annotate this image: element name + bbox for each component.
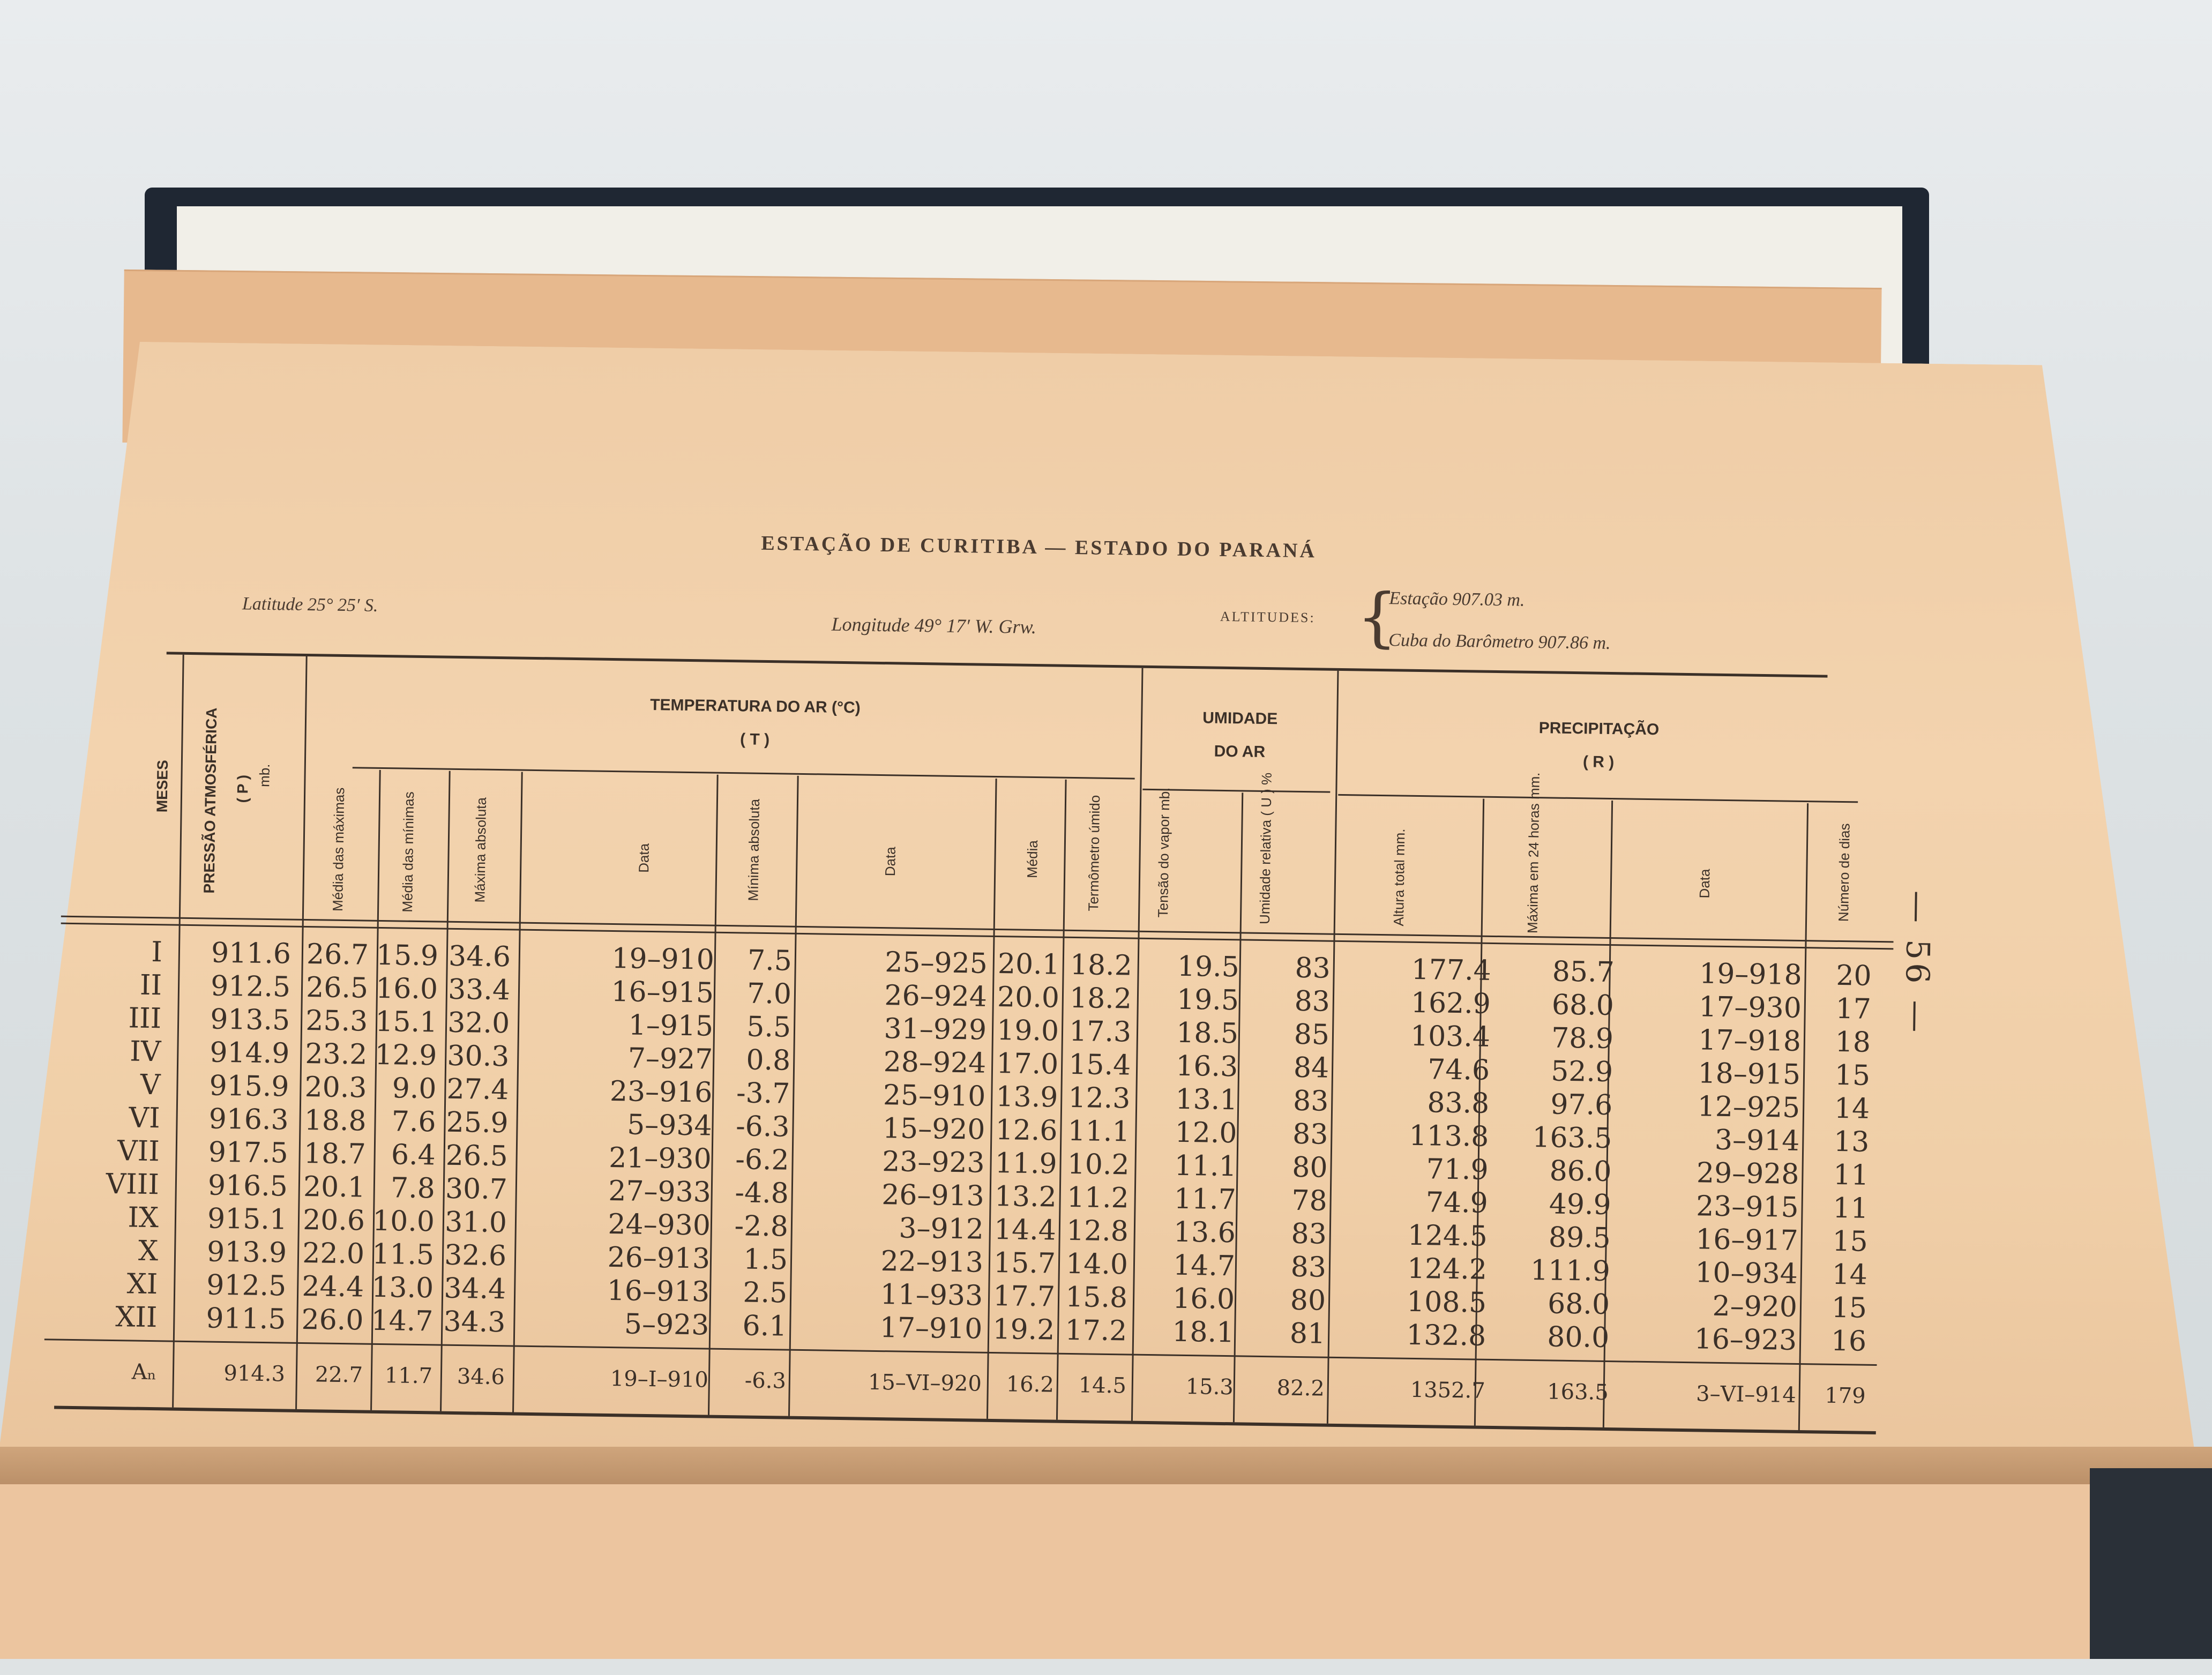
cell-num-days: 11 <box>1833 1158 1869 1192</box>
cell-month: Aₙ <box>131 1359 157 1385</box>
cell-date-2: 25–910 <box>883 1079 986 1113</box>
cell-tmax: 22.0 <box>302 1237 365 1270</box>
cell-pressure: 911.6 <box>211 937 292 970</box>
cell-tabs: 34.3 <box>443 1305 506 1339</box>
cell-mean: 17.7 <box>992 1280 1056 1313</box>
cell-date-3: 2–920 <box>1712 1290 1798 1323</box>
cell-total-prec: 124.2 <box>1407 1252 1488 1286</box>
header-pressao-symbol: ( P ) <box>234 774 251 803</box>
cell-min-abs: -4.8 <box>735 1177 789 1210</box>
cell-tmax: 24.4 <box>302 1270 364 1304</box>
cell-month: IX <box>128 1201 159 1235</box>
cell-month: V <box>140 1068 161 1102</box>
cell-month: IV <box>129 1035 161 1068</box>
header-termometro-umido: Termômetro úmido <box>1085 795 1103 911</box>
cell-date-2: 3–912 <box>899 1212 984 1246</box>
cell-mean: 15.7 <box>993 1247 1056 1280</box>
cell-tabs: 32.0 <box>447 1006 510 1040</box>
cell-vapor: 13.1 <box>1175 1083 1238 1117</box>
annual-row <box>44 1354 1920 1414</box>
header-precipitacao-symbol: ( R ) <box>1582 753 1615 772</box>
header-precipitacao: PRECIPITAÇÃO <box>1538 719 1660 739</box>
cell-total-prec: 108.5 <box>1406 1285 1487 1319</box>
cell-month: X <box>138 1235 159 1268</box>
cell-tmax: 18.7 <box>303 1138 367 1171</box>
cell-wet-bulb: 14.5 <box>1078 1373 1127 1399</box>
cell-date-3: 16–923 <box>1694 1323 1797 1357</box>
cell-tabs: 34.4 <box>444 1272 506 1306</box>
cell-month: VIII <box>106 1168 160 1201</box>
cell-mean: 13.9 <box>996 1081 1058 1114</box>
cell-tmin: 6.4 <box>391 1139 436 1172</box>
cell-num-days: 179 <box>1825 1383 1866 1409</box>
header-umidade-relativa: Umidade relativa ( U ) % <box>1256 772 1275 925</box>
cell-tmin: 7.8 <box>390 1172 436 1205</box>
cell-tmin: 16.0 <box>375 972 438 1006</box>
cell-month: II <box>139 969 162 1002</box>
cell-max-24h: 80.0 <box>1546 1321 1610 1355</box>
cell-max-24h: 85.7 <box>1552 955 1615 989</box>
cell-wet-bulb: 15.8 <box>1065 1281 1128 1314</box>
header-data-1: Data <box>636 843 652 873</box>
cell-wet-bulb: 15.4 <box>1068 1048 1131 1082</box>
brace-icon: { <box>1356 580 1399 655</box>
cell-pressure: 916.5 <box>207 1169 288 1203</box>
cell-wet-bulb: 11.1 <box>1067 1115 1130 1148</box>
cell-tmin: 14.7 <box>371 1304 434 1338</box>
cell-date-2: 23–923 <box>881 1146 985 1179</box>
page-number: — 56 — <box>1897 890 1937 1036</box>
cell-pressure: 913.5 <box>210 1003 290 1037</box>
cell-tmax: 25.3 <box>305 1005 368 1038</box>
cell-max-24h: 97.6 <box>1550 1088 1613 1122</box>
cell-date-1: 23–916 <box>609 1075 713 1109</box>
header-altura-total: Altura total mm. <box>1390 828 1408 926</box>
cell-max-24h: 68.0 <box>1551 989 1615 1022</box>
cell-pressure: 916.3 <box>208 1103 289 1136</box>
cell-rel-hum: 83 <box>1295 952 1331 985</box>
cell-date-2: 31–929 <box>884 1013 987 1046</box>
precip-sub-rule <box>1338 794 1858 803</box>
header-umidade-2: DO AR <box>1214 742 1266 761</box>
header-media: Média <box>1024 840 1041 879</box>
cell-num-days: 13 <box>1833 1125 1870 1158</box>
cell-max-24h: 89.5 <box>1548 1221 1611 1255</box>
cell-date-1: 16–915 <box>611 975 714 1010</box>
cell-min-abs: -3.7 <box>736 1077 790 1110</box>
cell-min-abs: 0.8 <box>746 1044 791 1077</box>
temp-sub-rule <box>353 767 1135 779</box>
header-temperatura: TEMPERATURA DO AR (°C) <box>649 696 861 717</box>
cell-tmin: 12.9 <box>375 1038 437 1072</box>
cell-date-2: 15–920 <box>882 1112 985 1146</box>
cell-date-2: 25–925 <box>884 946 988 980</box>
cell-min-abs: 6.1 <box>742 1310 787 1343</box>
cell-tmin: 15.1 <box>375 1005 438 1039</box>
cell-vapor: 16.0 <box>1172 1282 1235 1316</box>
cell-date-1: 5–923 <box>624 1308 709 1342</box>
cell-pressure: 914.3 <box>223 1360 286 1387</box>
cell-vapor: 11.1 <box>1174 1149 1237 1183</box>
cell-date-3: 18–915 <box>1698 1057 1801 1091</box>
cell-min-abs: 2.5 <box>743 1276 788 1310</box>
cell-date-1: 5–934 <box>626 1109 712 1142</box>
cell-wet-bulb: 18.2 <box>1069 982 1132 1015</box>
cell-date-2: 26–913 <box>881 1179 985 1213</box>
cell-date-3: 29–928 <box>1696 1157 1799 1191</box>
cell-date-3: 10–934 <box>1695 1257 1798 1290</box>
latitude: Latitude 25° 25′ S. <box>242 594 378 616</box>
cell-min-abs: -6.3 <box>735 1110 790 1143</box>
cell-date-2: 26–924 <box>884 979 988 1013</box>
header-pressao: PRESSÃO ATMOSFÉRICA <box>200 707 220 894</box>
cell-wet-bulb: 11.2 <box>1066 1181 1130 1215</box>
cell-date-2: 11–933 <box>880 1278 983 1312</box>
cell-rel-hum: 81 <box>1289 1317 1326 1350</box>
cell-tmax: 22.7 <box>315 1362 363 1388</box>
cell-wet-bulb: 18.2 <box>1070 948 1133 982</box>
cell-date-1: 27–933 <box>608 1175 712 1209</box>
cell-vapor: 16.3 <box>1175 1050 1238 1083</box>
cell-total-prec: 113.8 <box>1409 1119 1489 1153</box>
cell-num-days: 17 <box>1835 992 1872 1026</box>
cell-pressure: 911.5 <box>206 1302 286 1336</box>
cell-tabs: 30.3 <box>447 1040 510 1073</box>
cell-tabs: 32.6 <box>444 1239 507 1273</box>
cell-month: VI <box>129 1102 161 1135</box>
header-minima-absoluta: Mínima absoluta <box>745 798 763 901</box>
cell-tabs: 34.6 <box>448 940 511 974</box>
cell-tabs: 26.5 <box>445 1139 509 1173</box>
cell-month: XII <box>115 1301 158 1334</box>
header-pressao-unit: mb. <box>256 764 273 788</box>
cell-rel-hum: 84 <box>1293 1051 1329 1085</box>
cell-rel-hum: 83 <box>1292 1085 1329 1118</box>
cell-min-abs: -6.3 <box>744 1368 787 1394</box>
cell-pressure: 915.9 <box>209 1070 289 1103</box>
header-maxima-24h: Máxima em 24 horas mm. <box>1524 772 1543 934</box>
cell-num-days: 11 <box>1832 1192 1869 1225</box>
cell-date-1: 21–930 <box>608 1141 712 1176</box>
cell-tmin: 15.9 <box>376 939 439 973</box>
cell-vapor: 18.5 <box>1176 1016 1239 1050</box>
cell-rel-hum: 85 <box>1294 1018 1330 1051</box>
cell-tabs: 27.4 <box>446 1073 509 1106</box>
cell-vapor: 13.6 <box>1173 1216 1236 1250</box>
header-tensao-vapor: Tensão do vapor mb. <box>1155 787 1173 918</box>
cell-num-days: 15 <box>1832 1225 1869 1258</box>
header-umidade: UMIDADE <box>1202 709 1278 728</box>
cell-pressure: 915.1 <box>207 1202 288 1236</box>
cell-mean: 19.0 <box>996 1014 1059 1048</box>
cell-date-2: 28–924 <box>883 1046 987 1080</box>
cell-date-1: 7–927 <box>627 1042 713 1076</box>
cell-total-prec: 1352.7 <box>1410 1377 1486 1403</box>
cell-pressure: 914.9 <box>210 1036 290 1070</box>
cell-min-abs: 7.5 <box>747 944 793 977</box>
cell-total-prec: 162.9 <box>1410 986 1491 1020</box>
cell-pressure: 917.5 <box>208 1136 289 1170</box>
cell-tmax: 18.8 <box>304 1104 367 1138</box>
cell-total-prec: 74.6 <box>1427 1053 1490 1087</box>
cell-wet-bulb: 12.8 <box>1066 1214 1129 1248</box>
header-media-maximas: Média das máximas <box>330 787 348 912</box>
cell-tmax: 20.3 <box>304 1071 367 1104</box>
altitude-barometer: Cuba do Barômetro 907.86 m. <box>1388 630 1611 653</box>
cell-tmin: 13.0 <box>371 1271 434 1305</box>
cell-date-1: 19–910 <box>611 942 715 976</box>
cell-max-24h: 52.9 <box>1550 1055 1613 1089</box>
cell-min-abs: 1.5 <box>743 1243 788 1276</box>
cell-tmax: 26.0 <box>301 1303 364 1337</box>
cell-num-days: 20 <box>1836 959 1872 992</box>
cell-date-1: 16–913 <box>607 1274 710 1308</box>
cell-mean: 16.2 <box>1006 1372 1055 1397</box>
cell-min-abs: 7.0 <box>746 977 792 1011</box>
header-meses: MESES <box>153 760 171 813</box>
cell-total-prec: 74.9 <box>1425 1186 1489 1220</box>
cell-total-prec: 103.4 <box>1410 1020 1491 1053</box>
cell-vapor: 19.5 <box>1176 983 1239 1017</box>
cell-rel-hum: 83 <box>1291 1217 1327 1251</box>
cell-date-1: 1–915 <box>628 1009 714 1043</box>
cell-wet-bulb: 12.3 <box>1068 1081 1131 1115</box>
cell-tmax: 20.1 <box>303 1171 366 1204</box>
header-data-2: Data <box>882 847 899 877</box>
cell-num-days: 14 <box>1834 1092 1870 1125</box>
cell-date-3: 19–918 <box>1699 958 1803 992</box>
altitude-station: Estação 907.03 m. <box>1389 588 1525 610</box>
cell-mean: 13.2 <box>994 1180 1057 1214</box>
cell-tmin: 10.0 <box>372 1205 435 1238</box>
header-media-minimas: Média das mínimas <box>399 791 417 913</box>
cell-mean: 20.0 <box>997 981 1060 1014</box>
cell-date-3: 17–918 <box>1698 1024 1802 1058</box>
cell-num-days: 15 <box>1831 1291 1867 1325</box>
cell-tmax: 26.7 <box>306 938 369 971</box>
cell-date-3: 23–915 <box>1695 1190 1799 1224</box>
top-rule <box>167 652 1828 677</box>
cell-pressure: 913.9 <box>206 1236 287 1269</box>
cell-vapor: 12.0 <box>1175 1116 1237 1150</box>
cell-rel-hum: 83 <box>1292 1118 1328 1151</box>
cell-wet-bulb: 17.2 <box>1065 1314 1127 1348</box>
cell-rel-hum: 83 <box>1290 1251 1327 1284</box>
cell-max-24h: 111.9 <box>1530 1254 1611 1288</box>
cell-max-24h: 163.5 <box>1532 1121 1612 1155</box>
header-data-3: Data <box>1696 869 1713 899</box>
page-title: ESTAÇÃO DE CURITIBA — ESTADO DO PARANÁ <box>761 532 1317 563</box>
cell-date-3: 3–914 <box>1714 1124 1800 1157</box>
cell-mean: 19.2 <box>992 1313 1055 1347</box>
cell-vapor: 19.5 <box>1177 950 1240 984</box>
cell-tmax: 23.2 <box>305 1038 368 1071</box>
cell-date-3: 3–VI–914 <box>1695 1381 1797 1408</box>
cell-tabs: 33.4 <box>447 973 511 1007</box>
cell-date-3: 17–930 <box>1698 991 1802 1025</box>
cell-vapor: 15.3 <box>1185 1374 1234 1400</box>
header-maxima-absoluta: Máxima absoluta <box>472 797 490 903</box>
cell-num-days: 18 <box>1835 1026 1871 1059</box>
cell-max-24h: 49.9 <box>1549 1188 1612 1222</box>
cell-tabs: 30.7 <box>445 1172 508 1206</box>
cell-min-abs: -6.2 <box>735 1143 790 1177</box>
cell-num-days: 16 <box>1830 1325 1867 1358</box>
cell-tmax: 20.6 <box>302 1203 365 1237</box>
cell-tmin: 7.6 <box>391 1105 436 1139</box>
cell-vapor: 18.1 <box>1172 1315 1235 1349</box>
cell-total-prec: 177.4 <box>1411 953 1492 987</box>
cell-date-3: 12–925 <box>1697 1090 1800 1124</box>
header-numero-dias: Número de dias <box>1835 823 1853 922</box>
cell-date-2: 17–910 <box>879 1312 983 1345</box>
cell-rel-hum: 83 <box>1294 985 1331 1018</box>
cell-max-24h: 78.9 <box>1551 1022 1614 1056</box>
cell-date-1: 19–I–910 <box>610 1366 709 1393</box>
cell-month: III <box>128 1002 162 1035</box>
cell-rel-hum: 82.2 <box>1276 1375 1325 1401</box>
cell-date-2: 15–VI–920 <box>868 1370 982 1396</box>
cell-mean: 11.9 <box>995 1147 1058 1180</box>
cell-tabs: 34.6 <box>457 1364 505 1390</box>
cell-wet-bulb: 17.3 <box>1068 1015 1132 1049</box>
cell-month: XI <box>126 1268 158 1301</box>
cell-month: I <box>151 936 163 969</box>
cell-num-days: 15 <box>1834 1059 1871 1092</box>
altitudes-label: ALTITUDES: <box>1220 608 1316 626</box>
cell-total-prec: 71.9 <box>1426 1153 1489 1186</box>
cell-date-1: 26–913 <box>607 1241 711 1275</box>
cell-rel-hum: 78 <box>1291 1184 1328 1217</box>
cell-tmin: 9.0 <box>392 1072 437 1105</box>
cell-max-24h: 86.0 <box>1549 1155 1612 1188</box>
cell-wet-bulb: 14.0 <box>1065 1247 1129 1281</box>
cell-total-prec: 124.5 <box>1407 1219 1488 1253</box>
cell-mean: 20.1 <box>997 948 1060 981</box>
cell-mean: 12.6 <box>995 1114 1058 1147</box>
cell-vapor: 14.7 <box>1172 1249 1236 1283</box>
cell-pressure: 912.5 <box>206 1269 287 1303</box>
cell-tmin: 11.5 <box>371 1238 435 1272</box>
cell-min-abs: -2.8 <box>734 1210 789 1243</box>
cell-total-prec: 83.8 <box>1427 1087 1490 1120</box>
cell-rel-hum: 80 <box>1291 1151 1328 1184</box>
cell-pressure: 912.5 <box>210 970 291 1004</box>
cell-num-days: 14 <box>1832 1258 1868 1291</box>
cell-tmax: 26.5 <box>305 971 369 1005</box>
cell-date-3: 16–917 <box>1695 1223 1799 1257</box>
cell-vapor: 11.7 <box>1174 1183 1237 1216</box>
cell-date-2: 22–913 <box>880 1245 984 1279</box>
cell-max-24h: 163.5 <box>1546 1379 1609 1405</box>
cell-tabs: 31.0 <box>444 1206 507 1239</box>
cell-month: VII <box>117 1135 160 1168</box>
cell-rel-hum: 80 <box>1290 1284 1326 1317</box>
cell-tabs: 25.9 <box>446 1106 509 1140</box>
cell-total-prec: 132.8 <box>1406 1319 1486 1352</box>
cell-date-1: 24–930 <box>608 1208 711 1242</box>
longitude: Longitude 49° 17′ W. Grw. <box>831 613 1037 638</box>
cell-tmin: 11.7 <box>384 1363 433 1389</box>
cell-wet-bulb: 10.2 <box>1067 1148 1130 1182</box>
cell-mean: 14.4 <box>993 1214 1057 1247</box>
cell-max-24h: 68.0 <box>1547 1288 1610 1321</box>
cell-mean: 17.0 <box>996 1048 1059 1081</box>
cell-min-abs: 5.5 <box>746 1011 791 1044</box>
header-temperatura-symbol: ( T ) <box>739 730 770 749</box>
